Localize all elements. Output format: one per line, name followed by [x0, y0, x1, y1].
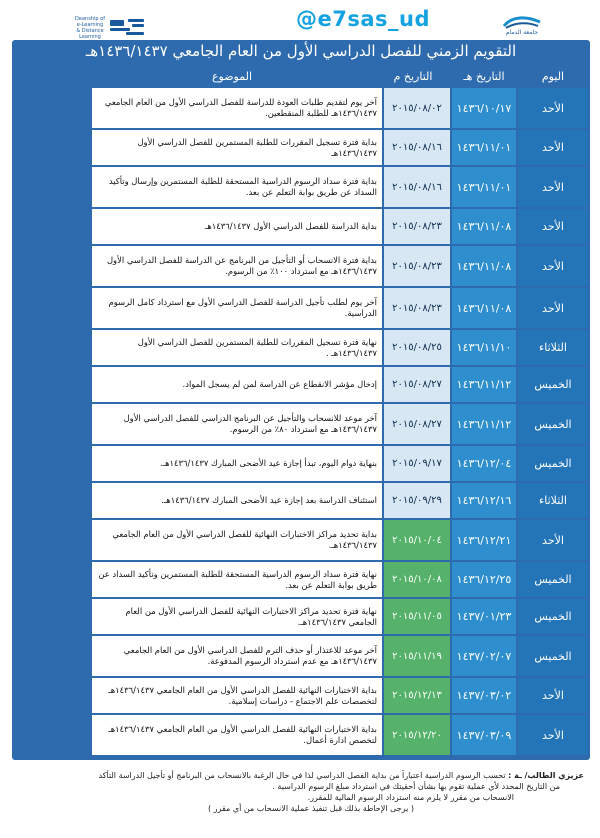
- university-logo-text: جامعة الدمام: [505, 29, 539, 36]
- row-day: الخميس: [518, 404, 588, 444]
- row-subject: بداية فترة تسجيل المقررات للطلبة المستمرين للفصل الدراسي الأول ١٤٣٦/١٤٣٧هـ: [92, 130, 382, 165]
- row-gregorian-date: ٢٠١٥/٠٨/٢٣: [384, 288, 450, 328]
- deanship-mark-icon: [108, 16, 148, 38]
- table-row: [12, 209, 590, 246]
- row-subject: بنهاية دوام اليوم، تبدأ إجازة عيد الأضحى المبارك ١٤٣٦/١٤٣٧هـ.: [92, 446, 382, 481]
- row-subject: بداية فترة الانسحاب أو التأجيل من البرنامج عن الدراسة للفصل الدراسي الأول ١٤٣٦/١٤٣٧هـ مع استرداد ١٠٠٪ من الرسوم.: [92, 246, 382, 286]
- table-row: [12, 520, 590, 562]
- row-gregorian-date: ٢٠١٥/١١/٠٥: [384, 599, 450, 634]
- table-row: [12, 715, 590, 757]
- table-row: [12, 562, 590, 599]
- university-logo: [500, 14, 544, 40]
- row-gregorian-date: ٢٠١٥/٠٨/٠٢: [384, 88, 450, 128]
- row-day: الثلاثاء: [518, 483, 588, 518]
- row-gregorian-date: ٢٠١٥/٠٨/٢٣: [384, 209, 450, 244]
- table-row: [12, 636, 590, 678]
- row-subject: بداية فترة سداد الرسوم الدراسية المستحقة للطلبة المستمرين وإرسال وتأكيد السداد عن طريق بوابة التعلم عن بعد.: [92, 167, 382, 207]
- row-subject: نهاية فترة سداد الرسوم الدراسية المستحقة للطلبة المستمرين وتأكيد السداد عن طريق بوابة التعلم عن بعد.: [92, 562, 382, 597]
- footer-line-1: [18, 770, 584, 781]
- row-day: الأحد: [518, 520, 588, 560]
- table-row: [12, 88, 590, 130]
- calendar-panel: [12, 40, 590, 760]
- row-subject: بداية الدراسة للفصل الدراسي الأول ١٤٣٦/١٤٣٧هـ: [92, 209, 382, 244]
- row-hijri-date: ١٤٣٦/١٢/٢٥: [452, 562, 516, 597]
- footer-line-3: الانسحاب من مقرر لا يلزم منه استرداد الرسوم المالية للمقرر.: [307, 793, 514, 802]
- row-day: الثلاثاء: [518, 330, 588, 365]
- table-row: [12, 130, 590, 167]
- row-day: الخميس: [518, 367, 588, 402]
- header-gregorian-date: التاريخ م: [393, 70, 433, 83]
- row-day: الأحد: [518, 209, 588, 244]
- footer-line-1-text: تحسب الرسوم الدراسية اعتباراً من بداية الفصل الدراسي لذا في حال الرغبة بالانسحاب من البرنامج أو تأجيل الدراسة التأكد: [98, 771, 506, 780]
- row-gregorian-date: ٢٠١٥/٠٩/١٧: [384, 446, 450, 481]
- row-day: الخميس: [518, 636, 588, 676]
- row-subject: بداية الاختبارات النهائية للفصل الدراسي الأول من العام الجامعي ١٤٣٦/١٤٣٧هـ لتخصصات علم الاجتماع - دراسات إسلامية.: [92, 678, 382, 713]
- row-hijri-date: ١٤٣٦/١٢/٠٤: [452, 446, 516, 481]
- row-hijri-date: ١٤٣٧/٠٣/٠٢: [452, 678, 516, 713]
- row-gregorian-date: ٢٠١٥/١٢/١٣: [384, 678, 450, 713]
- table-row: [12, 367, 590, 404]
- row-hijri-date: ١٤٣٦/١١/١٠: [452, 330, 516, 365]
- row-day: الخميس: [518, 446, 588, 481]
- row-hijri-date: ١٤٣٦/١١/٠١: [452, 167, 516, 207]
- row-subject: آخر يوم لطلب تأجيل الدراسة للفصل الدراسي الأول مع استرداد كامل الرسوم الدراسية.: [92, 288, 382, 328]
- logo-left-text: Deanship of e-Learning & Distance Learning: [75, 16, 105, 40]
- table-row: [12, 167, 590, 209]
- row-gregorian-date: ٢٠١٥/١٢/٢٠: [384, 715, 450, 755]
- row-gregorian-date: ٢٠١٥/٠٨/١٦: [384, 130, 450, 165]
- row-gregorian-date: ٢٠١٥/١٠/٠٨: [384, 562, 450, 597]
- row-hijri-date: ١٤٣٧/٠١/٢٣: [452, 599, 516, 634]
- row-day: الأحد: [518, 678, 588, 713]
- row-subject: نهاية فترة تحديد مراكز الاختبارات النهائية للفصل الدراسي الأول من العام الجامعي ١٤٣٦/١٤٣٧هـ.: [92, 599, 382, 634]
- row-day: الأحد: [518, 288, 588, 328]
- header-hijri-date: التاريخ هـ: [463, 70, 505, 83]
- twitter-handle: @e7sas_ud: [296, 7, 431, 31]
- row-gregorian-date: ٢٠١٥/٠٨/٢٣: [384, 246, 450, 286]
- table-row: [12, 678, 590, 715]
- table-row: [12, 330, 590, 367]
- table-row: [12, 246, 590, 288]
- header-subject: الموضوع: [211, 70, 253, 83]
- row-hijri-date: ١٤٣٦/١٢/١٦: [452, 483, 516, 518]
- row-hijri-date: ١٤٣٦/١١/٠١: [452, 130, 516, 165]
- table-row: [12, 446, 590, 483]
- row-hijri-date: ١٤٣٦/١٢/٢١: [452, 520, 516, 560]
- header-day: اليوم: [541, 70, 565, 83]
- footer-line-2: من التاريخ المحدد لأي عملية تقوم بها بشأن أحقيتك في استرداد مبلغ الرسوم الدراسية .: [272, 782, 560, 791]
- row-subject: بداية تحديد مراكز الاختبارات النهائية للفصل الدراسي الأول من العام الجامعي ١٤٣٦/١٤٣٧هـ.: [92, 520, 382, 560]
- table-row: [12, 599, 590, 636]
- calendar-title: التقويم الزمني للفصل الدراسي الأول من العام الجامعي ١٤٣٦/١٤٣٧هـ: [85, 42, 517, 60]
- row-gregorian-date: ٢٠١٥/٠٨/١٦: [384, 167, 450, 207]
- table-row: [12, 404, 590, 446]
- row-day: الأحد: [518, 167, 588, 207]
- row-gregorian-date: ٢٠١٥/٠٩/٢٩: [384, 483, 450, 518]
- row-hijri-date: ١٤٣٦/١١/٠٨: [452, 288, 516, 328]
- row-day: الخميس: [518, 562, 588, 597]
- header: [0, 0, 600, 42]
- row-subject: استئناف الدراسة بعد إجازة عيد الأضحى المبارك ١٤٣٦/١٤٣٧هـ.: [92, 483, 382, 518]
- table-row: [12, 483, 590, 520]
- row-hijri-date: ١٤٣٦/١١/١٢: [452, 404, 516, 444]
- row-hijri-date: ١٤٣٧/٠٢/٠٧: [452, 636, 516, 676]
- footer-label: عزيزي الطالب/ ـة :: [508, 771, 584, 780]
- table-row: [12, 288, 590, 330]
- row-subject: آخر يوم لتقديم طلبات العودة للدراسة للفصل الدراسي الأول من العام الجامعي ١٤٣٦/١٤٣٧هـ للطلبة المنقطعين.: [92, 88, 382, 128]
- row-gregorian-date: ٢٠١٥/٠٨/٢٧: [384, 404, 450, 444]
- row-day: الأحد: [518, 130, 588, 165]
- row-hijri-date: ١٤٣٦/١١/٠٨: [452, 246, 516, 286]
- row-hijri-date: ١٤٣٦/١١/٠٨: [452, 209, 516, 244]
- row-day: الخميس: [518, 599, 588, 634]
- footer-notes: [18, 770, 584, 834]
- university-emblem-icon: [500, 14, 544, 30]
- row-subject: آخر موعد للاعتذار أو حذف الترم للفصل الدراسي الأول من العام الجامعي ١٤٣٦/١٤٣٧هـ مع عدم استرداد الرسوم المدفوعة.: [92, 636, 382, 676]
- row-hijri-date: ١٤٣٦/١٠/١٧: [452, 88, 516, 128]
- row-gregorian-date: ٢٠١٥/٠٨/٢٥: [384, 330, 450, 365]
- row-subject: آخر موعد للانسحاب والتأجيل عن البرنامج الدراسي للفصل الدراسي الأول ١٤٣٦/١٤٣٧هـ مع استرداد ٨٠٪ من الرسوم.: [92, 404, 382, 444]
- row-hijri-date: ١٤٣٧/٠٣/٠٩: [452, 715, 516, 755]
- row-gregorian-date: ٢٠١٥/١٠/٠٤: [384, 520, 450, 560]
- row-day: الأحد: [518, 246, 588, 286]
- elearning-deanship-logo: [74, 14, 154, 40]
- row-day: الأحد: [518, 715, 588, 755]
- row-gregorian-date: ٢٠١٥/١١/١٩: [384, 636, 450, 676]
- row-subject: نهاية فترة تسجيل المقررات للطلبة المستمرين للفصل الدراسي الأول ١٤٣٦/١٤٣٧هـ .: [92, 330, 382, 365]
- row-subject: إدخال مؤشر الانقطاع عن الدراسة لمن لم يسجل المواد.: [92, 367, 382, 402]
- row-day: الأحد: [518, 88, 588, 128]
- row-gregorian-date: ٢٠١٥/٠٨/٢٧: [384, 367, 450, 402]
- row-hijri-date: ١٤٣٦/١١/١٢: [452, 367, 516, 402]
- footer-line-4: ( يرجى الإحاطة بذلك قبل تنفيذ عملية الانسحاب من أي مقرر ): [208, 804, 414, 813]
- row-subject: بداية الاختبارات النهائية للفصل الدراسي الأول من العام الجامعي ١٤٣٦/١٤٣٧هـ لتخصص ادارة أعمال.: [92, 715, 382, 755]
